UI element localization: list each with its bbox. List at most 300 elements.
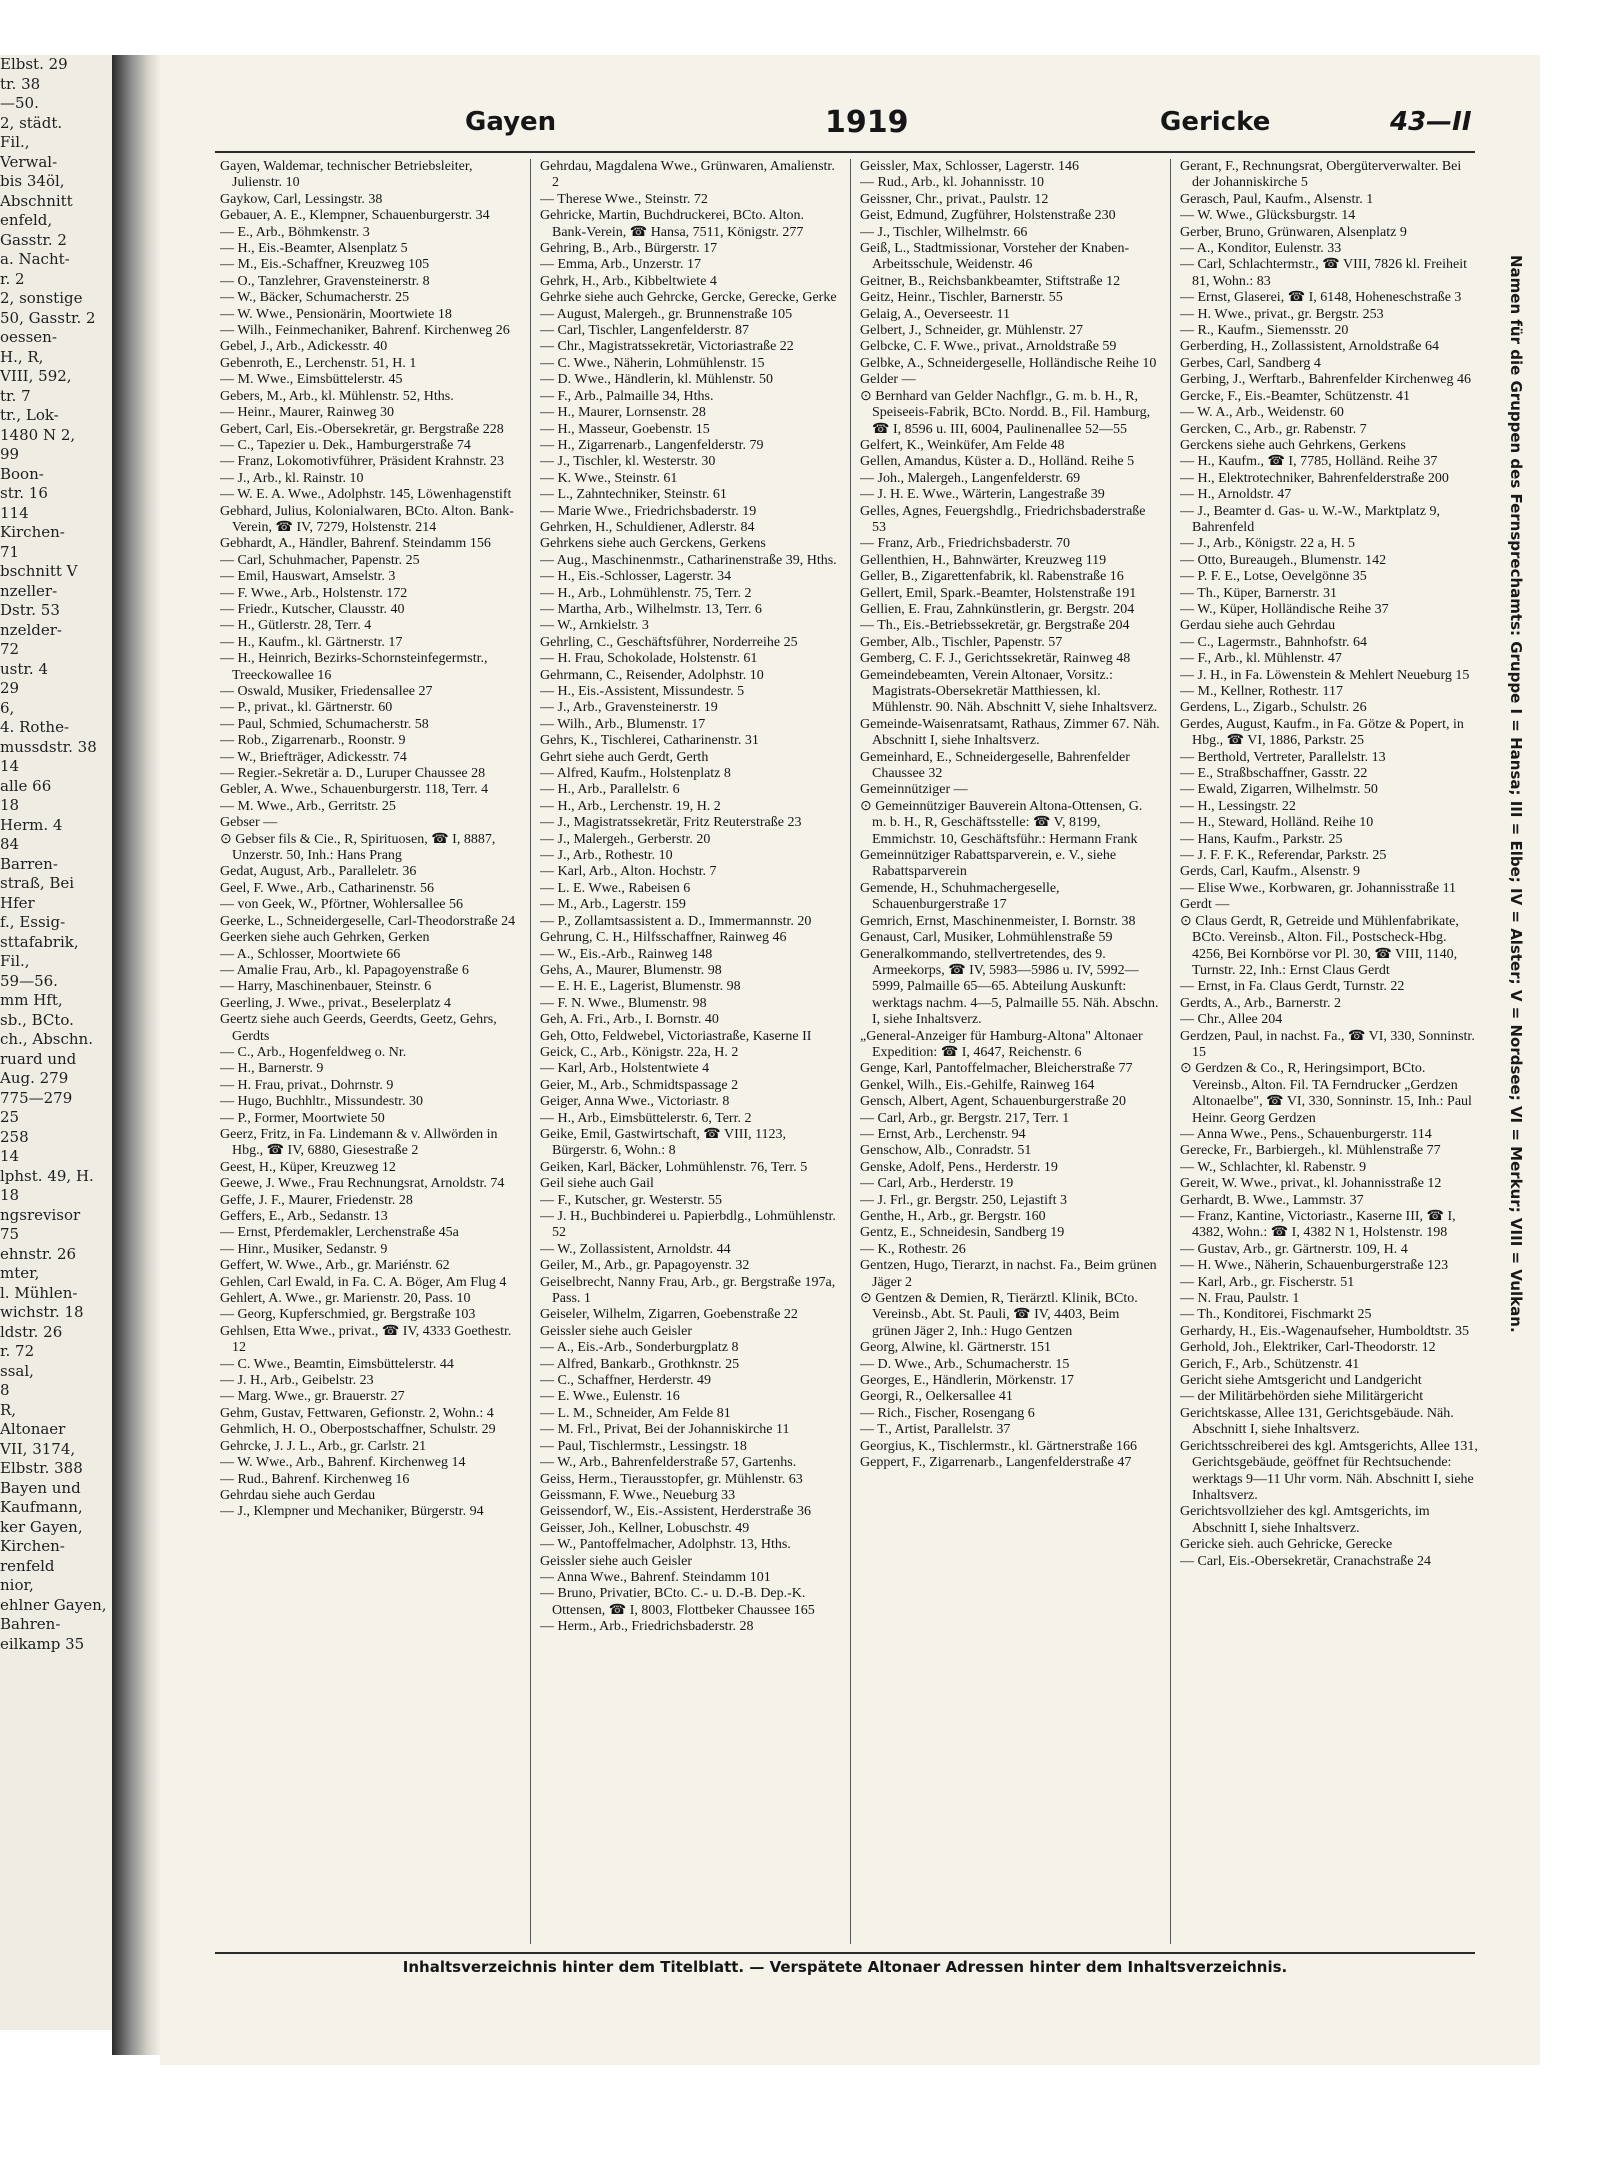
directory-entry: Gedat, August, Arb., Paralleletr. 36	[220, 864, 417, 880]
directory-entry: — Amalie Frau, Arb., kl. Papagoyenstraße 6	[220, 962, 469, 978]
directory-entry: — Rud., Arb., kl. Johannisstr. 10	[860, 175, 1044, 191]
directory-entry: — Hans, Kaufm., Parkstr. 25	[1180, 831, 1343, 847]
directory-entry: — Chr., Allee 204	[1180, 1012, 1283, 1028]
directory-entry: — R., Kaufm., Siemensstr. 20	[1180, 323, 1349, 339]
previous-page-line: Kirchen-	[0, 1537, 65, 1555]
directory-entry: Gentzen, Hugo, Tierarzt, in nachst. Fa., Beim grünen Jäger 2	[860, 1258, 1157, 1290]
directory-entry: Geewe, J. Wwe., Frau Rechnungsrat, Arnoldstr. 74	[220, 1176, 505, 1192]
directory-entry: Gehrk, H., Arb., Kibbeltwiete 4	[540, 273, 717, 289]
directory-entry: Geppert, F., Zigarrenarb., Langenfelderstraße 47	[860, 1455, 1132, 1471]
directory-entry: Georgius, K., Tischlermstr., kl. Gärtnerstraße 166	[860, 1438, 1137, 1454]
directory-entry: Genske, Adolf, Pens., Herderstr. 19	[860, 1159, 1058, 1175]
directory-entry: — H., Gütlerstr. 28, Terr. 4	[220, 618, 372, 634]
directory-entry: — F., Arb., kl. Mühlenstr. 47	[1180, 651, 1342, 667]
directory-entry: — H., Elektrotechniker, Bahrenfelderstraße 200	[1180, 470, 1449, 486]
directory-entry: Gerichtsvollzieher des kgl. Amtsgerichts, im Abschnitt I, siehe Inhaltsverz.	[1180, 1504, 1430, 1536]
directory-entry: Genschow, Alb., Conradstr. 51	[860, 1143, 1032, 1159]
directory-entry: — J., Tischler, kl. Westerstr. 30	[540, 454, 716, 470]
directory-entry: Gebhard, Julius, Kolonialwaren, BCto. Alton. Bank-Verein, ☎ IV, 7279, Holstenstr. 214	[220, 503, 514, 535]
previous-page-line: 775—279	[0, 1088, 73, 1107]
directory-entry: Geertz siehe auch Geerds, Geerdts, Geetz, Gehrs, Gerdts	[220, 1012, 497, 1044]
directory-entry: — Marg. Wwe., gr. Brauerstr. 27	[220, 1389, 405, 1405]
directory-entry: Gellien, E. Frau, Zahnkünstlerin, gr. Bergstr. 204	[860, 601, 1135, 617]
directory-entry: Gerberding, H., Zollassistent, Arnoldstraße 64	[1180, 339, 1439, 355]
page-number: 43—II	[1390, 107, 1472, 137]
directory-entry: Gelaig, A., Oeverseestr. 11	[860, 306, 1010, 322]
directory-entry: — Ernst, Glaserei, ☎ I, 6148, Hoheneschstraße 3	[1180, 290, 1462, 306]
previous-page-line: ehlner Gayen,	[0, 1595, 107, 1614]
directory-entry: — H., Zigarrenarb., Langenfelderstr. 79	[540, 437, 764, 453]
previous-page-line: 114	[0, 503, 29, 522]
directory-entry: — C., Schaffner, Herderstr. 49	[540, 1373, 712, 1389]
directory-entry: Gellenthien, H., Bahnwärter, Kreuzweg 119	[860, 552, 1107, 568]
directory-entry: — Anna Wwe., Bahrenf. Steindamm 101	[540, 1569, 771, 1585]
directory-entry: Gaykow, Carl, Lessingstr. 38	[220, 191, 383, 207]
directory-entry: — Ernst, Pferdemakler, Lerchenstraße 45a	[220, 1225, 459, 1241]
directory-entry: — H., Maurer, Lornsenstr. 28	[540, 405, 706, 421]
directory-entry: — W., Eis.-Arb., Rainweg 148	[540, 946, 713, 962]
previous-page-line: 99	[0, 445, 20, 463]
directory-entry: — E., Arb., Böhmkenstr. 3	[220, 224, 370, 240]
directory-entry: — der Militärbehörden siehe Militärgericht	[1180, 1389, 1424, 1405]
directory-entry: Gehrken, H., Schuldiener, Adlerstr. 84	[540, 519, 755, 535]
previous-page-line: mm Hft,	[0, 991, 63, 1009]
directory-entry: — Joh., Malergeh., Langenfelderstr. 69	[860, 470, 1081, 486]
directory-entry: — Rob., Zigarrenarb., Roonstr. 9	[220, 733, 406, 749]
previous-page-line: Herm. 4	[0, 815, 63, 834]
directory-entry: Genaust, Carl, Musiker, Lohmühlenstraße 59	[860, 930, 1113, 946]
directory-entry: — Elise Wwe., Korbwaren, gr. Johannisstraße 11	[1180, 880, 1457, 896]
directory-entry: Geh, Otto, Feldwebel, Victoriastraße, Kaserne II	[540, 1028, 812, 1044]
directory-entry: Gerhardt, B. Wwe., Lammstr. 37	[1180, 1192, 1364, 1208]
directory-entry: — J. H., Arb., Geibelstr. 23	[220, 1373, 374, 1389]
directory-entry: — C. Wwe., Beamtin, Eimsbüttelerstr. 44	[220, 1356, 454, 1372]
directory-entry: — Carl, Arb., Herderstr. 19	[860, 1176, 1014, 1192]
column-divider	[1170, 159, 1171, 1944]
directory-entry: Gehrdau siehe auch Gerdau	[220, 1487, 376, 1503]
directory-entry: — W. E. A. Wwe., Adolphstr. 145, Löwenhagenstift	[220, 487, 512, 503]
directory-entry: — C., Tapezier u. Dek., Hamburgerstraße 74	[220, 437, 471, 453]
directory-entry: — Carl, Schlachtermstr., ☎ VIII, 7826 kl. Freiheit 81, Wohn.: 83	[1180, 257, 1468, 289]
directory-entry: Gelbke, A., Schneidergeselle, Holländische Reihe 10	[860, 355, 1157, 371]
telephone-groups-note: Namen für die Gruppen des Fernsprechamts: Gruppe I = Hansa; III = Elbe; IV = Alster; V = Nordsee; VI = Merkur; VIII = Vulkan.	[1507, 255, 1525, 1333]
directory-entry: Gehring, B., Arb., Bürgerstr. 17	[540, 241, 718, 257]
previous-page-line: 2, städt.	[0, 113, 63, 132]
directory-entry: — Ewald, Zigarren, Wilhelmstr. 50	[1180, 782, 1378, 798]
previous-page-line: VIII, 592,	[0, 367, 72, 385]
directory-entry: Gerber, Bruno, Grünwaren, Alsenplatz 9	[1180, 224, 1407, 240]
directory-entry: — W. A., Arb., Weidenstr. 60	[1180, 405, 1344, 421]
directory-entry: — Hinr., Musiker, Sedanstr. 9	[220, 1241, 388, 1257]
directory-entry: — E. Wwe., Eulenstr. 16	[540, 1389, 680, 1405]
directory-entry: — F., Arb., Palmaille 34, Hths.	[540, 388, 714, 404]
directory-entry: — Otto, Bureaugeh., Blumenstr. 142	[1180, 552, 1387, 568]
previous-page-line: Aug. 279	[0, 1069, 69, 1087]
directory-entry: — Oswald, Musiker, Friedensallee 27	[220, 684, 433, 699]
directory-entry: — M., Arb., Lagerstr. 159	[540, 897, 686, 913]
directory-entry: Gebert, Carl, Eis.-Obersekretär, gr. Bergstraße 228	[220, 421, 504, 437]
directory-entry: Gentz, E., Schneidesin, Sandberg 19	[860, 1225, 1065, 1241]
directory-entry: — Heinr., Maurer, Rainweg 30	[220, 405, 395, 421]
directory-entry: — Th., Konditorei, Fischmarkt 25	[1180, 1307, 1372, 1323]
directory-entry: — H., Eis.-Beamter, Alsenplatz 5	[220, 241, 408, 257]
directory-entry: — H., Steward, Holländ. Reihe 10	[1180, 815, 1374, 831]
directory-entry: — K., Rothestr. 26	[860, 1241, 966, 1257]
directory-entry: Gehrling, C., Geschäftsführer, Norderreihe 25	[540, 634, 798, 650]
directory-entry: — Friedr., Kutscher, Clausstr. 40	[220, 601, 405, 617]
previous-page-line: r. 2	[0, 269, 25, 288]
directory-entry: Geitz, Heinr., Tischler, Barnerstr. 55	[860, 290, 1063, 306]
directory-entry: — H., Arb., Parallelstr. 6	[540, 782, 680, 798]
page-header	[160, 105, 1540, 147]
directory-entry: ⊙ Gebser fils & Cie., R, Spirituosen, ☎ I, 8887, Unzerstr. 50, Inh.: Hans Prang	[220, 831, 496, 864]
directory-entry: — Emma, Arb., Unzerstr. 17	[540, 257, 701, 273]
previous-page-line: r. 72	[0, 1342, 35, 1360]
previous-page-line: renfeld	[0, 1556, 55, 1575]
directory-entry: — H. Wwe., privat., gr. Bergstr. 253	[1180, 306, 1384, 322]
directory-entry: — W., Arnkielstr. 3	[540, 618, 649, 634]
directory-entry: Geller, B., Zigarettenfabrik, kl. Rabenstraße 16	[860, 569, 1124, 585]
directory-entry: Gebler, A. Wwe., Schauenburgerstr. 118, Terr. 4	[220, 782, 489, 798]
directory-entry: Gerbing, J., Werftarb., Bahrenfelder Kirchenweg 46	[1180, 372, 1471, 388]
directory-entry: — Karl, Arb., Holstentwiete 4	[540, 1061, 710, 1077]
directory-entry: Geerz, Fritz, in Fa. Lindemann & v. Allwörden in Hbg., ☎ IV, 6880, Giesestraße 2	[220, 1126, 498, 1159]
previous-page-line: tr. 38	[0, 74, 41, 93]
previous-page-line: nior,	[0, 1576, 34, 1594]
directory-entry: Gerbes, Carl, Sandberg 4	[1180, 355, 1321, 371]
directory-entry: Geil siehe auch Gail	[540, 1176, 654, 1192]
directory-entry: — C., Arb., Hogenfeldweg o. Nr.	[220, 1044, 407, 1060]
previous-page-line: Hfer	[0, 893, 35, 912]
column-3	[860, 159, 1160, 1944]
directory-entry: — C., Lagermstr., Bahnhofstr. 64	[1180, 634, 1368, 650]
directory-entry: — W., Briefträger, Adickesstr. 74	[220, 749, 407, 765]
directory-entry: — Hugo, Buchhltr., Missundestr. 30	[220, 1094, 424, 1110]
previous-page-line: bschnitt V	[0, 562, 78, 580]
footer-note: Inhaltsverzeichnis hinter dem Titelblatt. — Verspätete Altonaer Adressen hinter dem Inhaltsverzeichnis.	[215, 1952, 1475, 1984]
directory-entry: — M., Kellner, Rothestr. 117	[1180, 684, 1344, 699]
directory-entry: — H., Masseur, Goebenstr. 15	[540, 421, 710, 437]
directory-entry: Gerich, F., Arb., Schützenstr. 41	[1180, 1356, 1360, 1372]
directory-entry: — Martha, Arb., Wilhelmstr. 13, Terr. 6	[540, 601, 762, 617]
previous-page-line: 84	[0, 835, 20, 853]
directory-entry: Geiken, Karl, Bäcker, Lohmühlenstr. 76, Terr. 5	[540, 1159, 808, 1175]
directory-entry: Geerling, J. Wwe., privat., Beselerplatz 4	[220, 995, 452, 1011]
directory-entry: ⊙ Bernhard van Gelder Nachflgr., G. m. b. H., R, Speiseeis-Fabrik, BCto. Nordd. B., Fil. Hamburg, ☎ I, 8596 u. III, 6004, Paulinenallee 52—55	[860, 388, 1151, 437]
directory-entry: — Wilh., Feinmechaniker, Bahrenf. Kirchenweg 26	[220, 323, 510, 339]
previous-page-line: ker Gayen,	[0, 1517, 83, 1536]
directory-entry: — P., Zollamtsassistent a. D., Immermannstr. 20	[540, 913, 812, 929]
directory-entry: Geffert, W. Wwe., Arb., gr. Mariénstr. 62	[220, 1258, 450, 1274]
previous-page-line: VII, 3174,	[0, 1439, 76, 1458]
directory-entry: Gemeinnütziger —	[860, 782, 968, 798]
directory-entry: — W., Schlachter, kl. Rabenstr. 9	[1180, 1159, 1367, 1175]
directory-entry: — K. Wwe., Steinstr. 61	[540, 470, 678, 486]
directory-entry: — Carl, Eis.-Obersekretär, Cranachstraße 24	[1180, 1553, 1431, 1569]
directory-entry: Gemeindebeamten, Verein Altonaer, Vorsitz.: Magistrats-Obersekretär Matthiessen, kl. Mühlenstr. 90. Näh. Abschnitt V, siehe Inhaltsverz.	[860, 667, 1158, 716]
directory-entry: Gehm, Gustav, Fettwaren, Gefionstr. 2, Wohn.: 4	[220, 1405, 494, 1421]
book-gutter	[112, 55, 160, 2055]
directory-entry: — H., Arb., Lerchenstr. 19, H. 2	[540, 798, 721, 814]
directory-entry: Georges, E., Händlerin, Mörkenstr. 17	[860, 1373, 1074, 1389]
previous-page-line: ch., Abschn.	[0, 1030, 93, 1048]
directory-entry: — Th., Eis.-Betriebssekretär, gr. Bergstraße 204	[860, 618, 1130, 634]
directory-entry: — J., Malergeh., Gerberstr. 20	[540, 831, 711, 847]
directory-entry: — J., Arb., Königstr. 22 a, H. 5	[1180, 536, 1355, 552]
directory-entry: Geitner, B., Reichsbankbeamter, Stiftstraße 12	[860, 273, 1121, 289]
directory-entry: Gemrich, Ernst, Maschinenmeister, I. Bornstr. 38	[860, 913, 1136, 929]
directory-entry: — F., Kutscher, gr. Westerstr. 55	[540, 1192, 723, 1208]
directory-entry: Geissler siehe auch Geisler	[540, 1323, 692, 1339]
previous-page-line: Fil.,	[0, 952, 30, 970]
directory-entry: Gehrdau, Magdalena Wwe., Grünwaren, Amalienstr. 2	[540, 159, 835, 191]
previous-page-line: 29	[0, 679, 20, 697]
directory-entry: Gebser —	[220, 815, 278, 831]
previous-page-line: ustr. 4	[0, 659, 48, 678]
directory-entry: Gebhardt, A., Händler, Bahrenf. Steindamm 156	[220, 536, 491, 552]
directory-entry: — H., Arb., Lohmühlenstr. 75, Terr. 2	[540, 585, 752, 601]
directory-entry: Geerke, L., Schneidergeselle, Carl-Theodorstraße 24	[220, 913, 516, 929]
header-first-name: Gayen	[465, 107, 557, 137]
directory-entry: — P., Former, Moortwiete 50	[220, 1110, 385, 1126]
previous-page-line: R,	[0, 1400, 17, 1419]
previous-page-line: tr., Lok-	[0, 406, 59, 424]
directory-entry: — M. Wwe., Eimsbüttelerstr. 45	[220, 372, 403, 388]
previous-page-strip	[0, 55, 112, 2030]
previous-page-line: wichstr. 18	[0, 1303, 84, 1321]
previous-page-line: str. 16	[0, 484, 48, 502]
directory-entry: — W. Wwe., Arb., Bahrenf. Kirchenweg 14	[220, 1455, 466, 1471]
previous-page-line: lphst. 49, H.	[0, 1166, 94, 1185]
directory-entry: Gerdes, August, Kaufm., in Fa. Götze & Popert, in Hbg., ☎ VI, 1886, Parkstr. 25	[1180, 716, 1464, 749]
previous-page-line: mter,	[0, 1264, 40, 1282]
directory-entry: — A., Konditor, Eulenstr. 33	[1180, 241, 1342, 257]
previous-page-line: ruard und	[0, 1049, 77, 1068]
directory-entry: Gehrmann, C., Reisender, Adolphstr. 10	[540, 667, 764, 683]
directory-entry: Geffers, E., Arb., Sedanstr. 13	[220, 1209, 388, 1224]
previous-page-line: eilkamp 35	[0, 1634, 85, 1653]
directory-entry: — Paul, Tischlermstr., Lessingstr. 18	[540, 1438, 747, 1454]
directory-entry: Gercken, C., Arb., gr. Rabenstr. 7	[1180, 421, 1367, 437]
directory-entry: Geissner, Chr., privat., Paulstr. 12	[860, 191, 1049, 207]
directory-entry: — P. F. E., Lotse, Oevelgönne 35	[1180, 569, 1367, 585]
directory-entry: Gerdzen, Paul, in nachst. Fa., ☎ VI, 330, Sonninstr. 15	[1180, 1028, 1475, 1060]
directory-entry: Gemeinnütziger Rabattsparverein, e. V., siehe Rabattsparverein	[860, 848, 1117, 880]
directory-entry: — W., Bäcker, Schumacherstr. 25	[220, 290, 410, 306]
directory-entry: — O., Tanzlehrer, Gravensteinerstr. 8	[220, 273, 430, 289]
directory-entry: — L. M., Schneider, Am Felde 81	[540, 1405, 731, 1421]
directory-entry: Gericke sieh. auch Gehricke, Gerecke	[1180, 1537, 1393, 1553]
directory-entry: Geissler, Max, Schlosser, Lagerstr. 146	[860, 159, 1079, 174]
directory-entry: — H., Kaufm., ☎ I, 7785, Holländ. Reihe 37	[1180, 454, 1438, 470]
previous-page-line: Abschnitt	[0, 191, 73, 210]
header-rule	[215, 151, 1475, 153]
previous-page-line: f., Essig-	[0, 913, 66, 931]
directory-entry: Gelder —	[860, 372, 916, 388]
directory-entry: Gayen, Waldemar, technischer Betriebsleiter, Julienstr. 10	[220, 159, 473, 191]
directory-entry: — Franz, Kantine, Victoriastr., Kaserne III, ☎ I, 4382, Wohn.: ☎ I, 4382 N 1, Holstenstr. 198	[1180, 1209, 1456, 1241]
directory-entry: — Herm., Arb., Friedrichsbaderstr. 28	[540, 1619, 754, 1635]
previous-page-line: l. Mühlen-	[0, 1283, 78, 1302]
directory-entry: Gehricke, Martin, Buchdruckerei, BCto. Alton. Bank-Verein, ☎ Hansa, 7511, Königstr. 277	[540, 208, 804, 240]
directory-entry: — L. E. Wwe., Rabeisen 6	[540, 880, 691, 896]
directory-entry: — J., Arb., Rothestr. 10	[540, 848, 673, 864]
directory-entry: Gerckens siehe auch Gehrkens, Gerkens	[1180, 437, 1406, 453]
directory-entry: Georgi, R., Oelkersallee 41	[860, 1389, 1013, 1405]
directory-entry: Gehmlich, H. O., Oberpostschaffner, Schulstr. 29	[220, 1422, 496, 1438]
previous-page-line: sb., BCto.	[0, 1010, 74, 1029]
previous-page-line: Elbstr. 388	[0, 1459, 83, 1477]
previous-page-line: nzelder-	[0, 620, 62, 639]
previous-page-line: Boon-	[0, 464, 44, 483]
column-divider	[530, 159, 531, 1944]
directory-entry: Geh, A. Fri., Arb., I. Bornstr. 40	[540, 1012, 719, 1028]
directory-entry: Gehlert, A. Wwe., gr. Marienstr. 20, Pass. 10	[220, 1291, 471, 1307]
previous-page-line: 258	[0, 1127, 29, 1146]
directory-entry: — Karl, Arb., Alton. Hochstr. 7	[540, 864, 717, 880]
previous-page-line: tr. 7	[0, 386, 31, 405]
directory-entry: — L., Zahntechniker, Steinstr. 61	[540, 487, 727, 503]
directory-entry: Gellen, Amandus, Küster a. D., Holländ. Reihe 5	[860, 454, 1135, 470]
directory-entry: Gehrung, C. H., Hilfsschaffner, Rainweg 46	[540, 930, 787, 946]
directory-entry: — Ernst, Arb., Lerchenstr. 94	[860, 1126, 1026, 1142]
directory-entry: Genge, Karl, Pantoffelmacher, Bleicherstraße 77	[860, 1061, 1133, 1077]
directory-entry: — Carl, Arb., gr. Bergstr. 217, Terr. 1	[860, 1110, 1070, 1126]
directory-entry: — J. Frl., gr. Bergstr. 250, Lejastift 3	[860, 1192, 1068, 1208]
previous-page-line: Bayen und	[0, 1478, 81, 1497]
directory-entry: Gerdens, L., Zigarb., Schulstr. 26	[1180, 700, 1367, 716]
directory-entry: — N. Frau, Paulstr. 1	[1180, 1291, 1300, 1307]
directory-entry: — Marie Wwe., Friedrichsbaderstr. 19	[540, 503, 757, 519]
directory-entry: — E., Straßbschaffner, Gasstr. 22	[1180, 766, 1368, 782]
directory-entry: — Gustav, Arb., gr. Gärtnerstr. 109, H. 4	[1180, 1241, 1408, 1257]
previous-page-line: Barren-	[0, 854, 58, 873]
directory-entry: — Therese Wwe., Steinstr. 72	[540, 191, 708, 207]
directory-entry: — F. Wwe., Arb., Holstenstr. 172	[220, 585, 408, 601]
directory-entry: — J., Tischler, Wilhelmstr. 66	[860, 224, 1028, 240]
directory-entry: Geffe, J. F., Maurer, Friedenstr. 28	[220, 1192, 413, 1208]
directory-entry: — Chr., Magistratssekretär, Victoriastraße 22	[540, 339, 794, 355]
directory-entry: Gerichtsschreiberei des kgl. Amtsgerichts, Allee 131, Gerichtsgebäude, geöffnet für Rechtsuchende: werktags 9—11 Uhr vorm. Näh. Abschnitt I, siehe Inhaltsverz.	[1180, 1438, 1478, 1503]
directory-entry: — H. Wwe., Näherin, Schauenburgerstraße 123	[1180, 1258, 1449, 1274]
directory-entry: Gelfert, K., Weinküfer, Am Felde 48	[860, 437, 1065, 453]
directory-entry: Gemeinde-Waisenratsamt, Rathaus, Zimmer 67. Näh. Abschnitt I, siehe Inhaltsverz.	[860, 716, 1160, 749]
previous-page-line: 4. Rothe-	[0, 718, 70, 736]
directory-entry: Gelles, Agnes, Feuergshdlg., Friedrichsbaderstraße 53	[860, 503, 1146, 535]
directory-entry: Gelbert, J., Schneider, gr. Mühlenstr. 27	[860, 323, 1084, 339]
previous-page-line: Elbst. 29	[0, 55, 68, 73]
directory-entry: Gericht siehe Amtsgericht und Landgericht	[1180, 1373, 1422, 1389]
directory-entry: — J. H. E. Wwe., Wärterin, Langestraße 39	[860, 487, 1105, 503]
directory-page	[160, 55, 1540, 2065]
directory-entry: — H., Eis.-Schlosser, Lagerstr. 34	[540, 569, 732, 585]
previous-page-line: straß, Bei	[0, 874, 75, 892]
directory-entry: Gereit, W. Wwe., privat., kl. Johannisstraße 12	[1180, 1176, 1442, 1192]
previous-page-line: nzeller-	[0, 581, 58, 600]
directory-entry: — Harry, Maschinenbauer, Steinstr. 6	[220, 979, 432, 995]
previous-page-line: sttafabrik,	[0, 932, 79, 951]
directory-entry: Genkel, Wilh., Eis.-Gehilfe, Rainweg 164	[860, 1077, 1095, 1093]
directory-entry: — C. Wwe., Näherin, Lohmühlenstr. 15	[540, 355, 765, 371]
directory-entry: Gellert, Emil, Spark.-Beamter, Holstenstraße 191	[860, 585, 1137, 601]
directory-entry: Gemeinhard, E., Schneidergeselle, Bahrenfelder Chaussee 32	[860, 749, 1130, 782]
previous-page-line: 1480 N 2,	[0, 425, 76, 444]
directory-entry: Georg, Alwine, kl. Gärtnerstr. 151	[860, 1340, 1052, 1356]
directory-entry: Geel, F. Wwe., Arb., Catharinenstr. 56	[220, 880, 435, 896]
directory-entry: — H., Barnerstr. 9	[220, 1061, 324, 1077]
directory-entry: Gehrt siehe auch Gerdt, Gerth	[540, 749, 709, 765]
directory-entry: — J. F. F. K., Referendar, Parkstr. 25	[1180, 848, 1387, 864]
directory-entry: — M., Eis.-Schaffner, Kreuzweg 105	[220, 257, 430, 273]
previous-page-line: 2, sonstige	[0, 289, 83, 307]
previous-page-line: Verwal-	[0, 152, 58, 171]
previous-page-line: 18	[0, 796, 20, 814]
directory-entry: Geiss, Herm., Tierausstopfer, gr. Mühlenstr. 63	[540, 1471, 803, 1487]
directory-entry: Gehs, A., Maurer, Blumenstr. 98	[540, 962, 722, 978]
previous-page-line: Kaufmann,	[0, 1498, 83, 1516]
directory-entry: Gerant, F., Rechnungsrat, Obergüterverwalter. Bei der Johanniskirche 5	[1180, 159, 1462, 191]
directory-entry: Gemende, H., Schuhmachergeselle, Schauenburgerstraße 17	[860, 880, 1060, 913]
previous-page-line: 14	[0, 1147, 20, 1165]
previous-page-line: ngsrevisor	[0, 1205, 81, 1224]
directory-entry: Gehrke siehe auch Gehrcke, Gercke, Gerecke, Gerke	[540, 290, 837, 306]
directory-entry: Gehrs, K., Tischlerei, Catharinenstr. 31	[540, 733, 759, 749]
directory-entry: Geest, H., Küper, Kreuzweg 12	[220, 1159, 396, 1175]
directory-entry: Geissmann, F. Wwe., Neueburg 33	[540, 1487, 736, 1503]
previous-page-line: ehnstr. 26	[0, 1244, 77, 1263]
directory-entry: — Aug., Maschinenmstr., Catharinenstraße 39, Hths.	[540, 552, 837, 568]
directory-entry: — Carl, Tischler, Langenfelderstr. 87	[540, 323, 750, 339]
directory-entry: ⊙ Gentzen & Demien, R, Tierärztl. Klinik, BCto. Vereinsb., Abt. St. Pauli, ☎ IV, 4403, Beim grünen Jäger 2, Inh.: Hugo Gentzen	[860, 1291, 1138, 1339]
previous-page-line: —50.	[0, 94, 39, 112]
directory-entry: — A., Schlosser, Moortwiete 66	[220, 946, 401, 962]
directory-entry: Gehrcke, J. J. L., Arb., gr. Carlstr. 21	[220, 1438, 427, 1454]
directory-entry: Gebel, J., Arb., Adickesstr. 40	[220, 339, 388, 355]
directory-entry: Gember, Alb., Tischler, Papenstr. 57	[860, 634, 1063, 650]
directory-entry: Geiger, Anna Wwe., Victoriastr. 8	[540, 1094, 730, 1110]
directory-entry: — August, Malergeh., gr. Brunnenstraße 105	[540, 306, 793, 322]
directory-entry: — Anna Wwe., Pens., Schauenburgerstr. 114	[1180, 1126, 1432, 1142]
directory-entry: — H. Frau, Schokolade, Holstenstr. 61	[540, 651, 758, 667]
previous-page-line: 72	[0, 640, 20, 658]
directory-entry: — J., Arb., Gravensteinerstr. 19	[540, 700, 718, 716]
directory-entry: — W., Pantoffelmacher, Adolphstr. 13, Hths.	[540, 1537, 791, 1553]
previous-page-line: Kirchen-	[0, 523, 65, 541]
previous-page-line: alle 66	[0, 776, 52, 795]
previous-page-line: Fil.,	[0, 133, 30, 151]
previous-page-line: a. Nacht-	[0, 250, 70, 268]
previous-page-line: Gasstr. 2	[0, 230, 67, 249]
directory-entry: — J., Arb., kl. Rainstr. 10	[220, 470, 364, 486]
directory-entry: — H., Heinrich, Bezirks-Schornsteinfegermstr., Treeckowallee 16	[220, 651, 488, 683]
directory-entry: — Ernst, in Fa. Claus Gerdt, Turnstr. 22	[1180, 979, 1405, 995]
directory-entry: — H., Kaufm., kl. Gärtnerstr. 17	[220, 634, 403, 650]
directory-entry: Gerdau siehe auch Gehrdau	[1180, 618, 1336, 634]
directory-entry: — H., Arnoldstr. 47	[1180, 487, 1292, 503]
directory-entry: — Alfred, Kaufm., Holstenplatz 8	[540, 766, 731, 782]
directory-entry: Geiß, L., Stadtmissionar, Vorsteher der Knaben-Arbeitsschule, Weidenstr. 46	[860, 241, 1130, 273]
directory-entry: Genthe, H., Arb., gr. Bergstr. 160	[860, 1209, 1046, 1224]
directory-entry: — Th., Küper, Barnerstr. 31	[1180, 585, 1338, 601]
previous-page-line: Bahren-	[0, 1615, 61, 1633]
directory-entry: Geiler, M., Arb., gr. Papagoyenstr. 32	[540, 1258, 750, 1274]
directory-entry: — Emil, Hauswart, Amselstr. 3	[220, 569, 396, 585]
directory-entry: — H., Arb., Eimsbüttelerstr. 6, Terr. 2	[540, 1110, 752, 1126]
directory-entry: Gelbcke, C. F. Wwe., privat., Arnoldstraße 59	[860, 339, 1117, 355]
previous-page-line: Dstr. 53	[0, 601, 60, 619]
directory-entry: — J., Klempner und Mechaniker, Bürgerstr. 94	[220, 1504, 484, 1520]
directory-entry: — Franz, Arb., Friedrichsbaderstr. 70	[860, 536, 1070, 552]
